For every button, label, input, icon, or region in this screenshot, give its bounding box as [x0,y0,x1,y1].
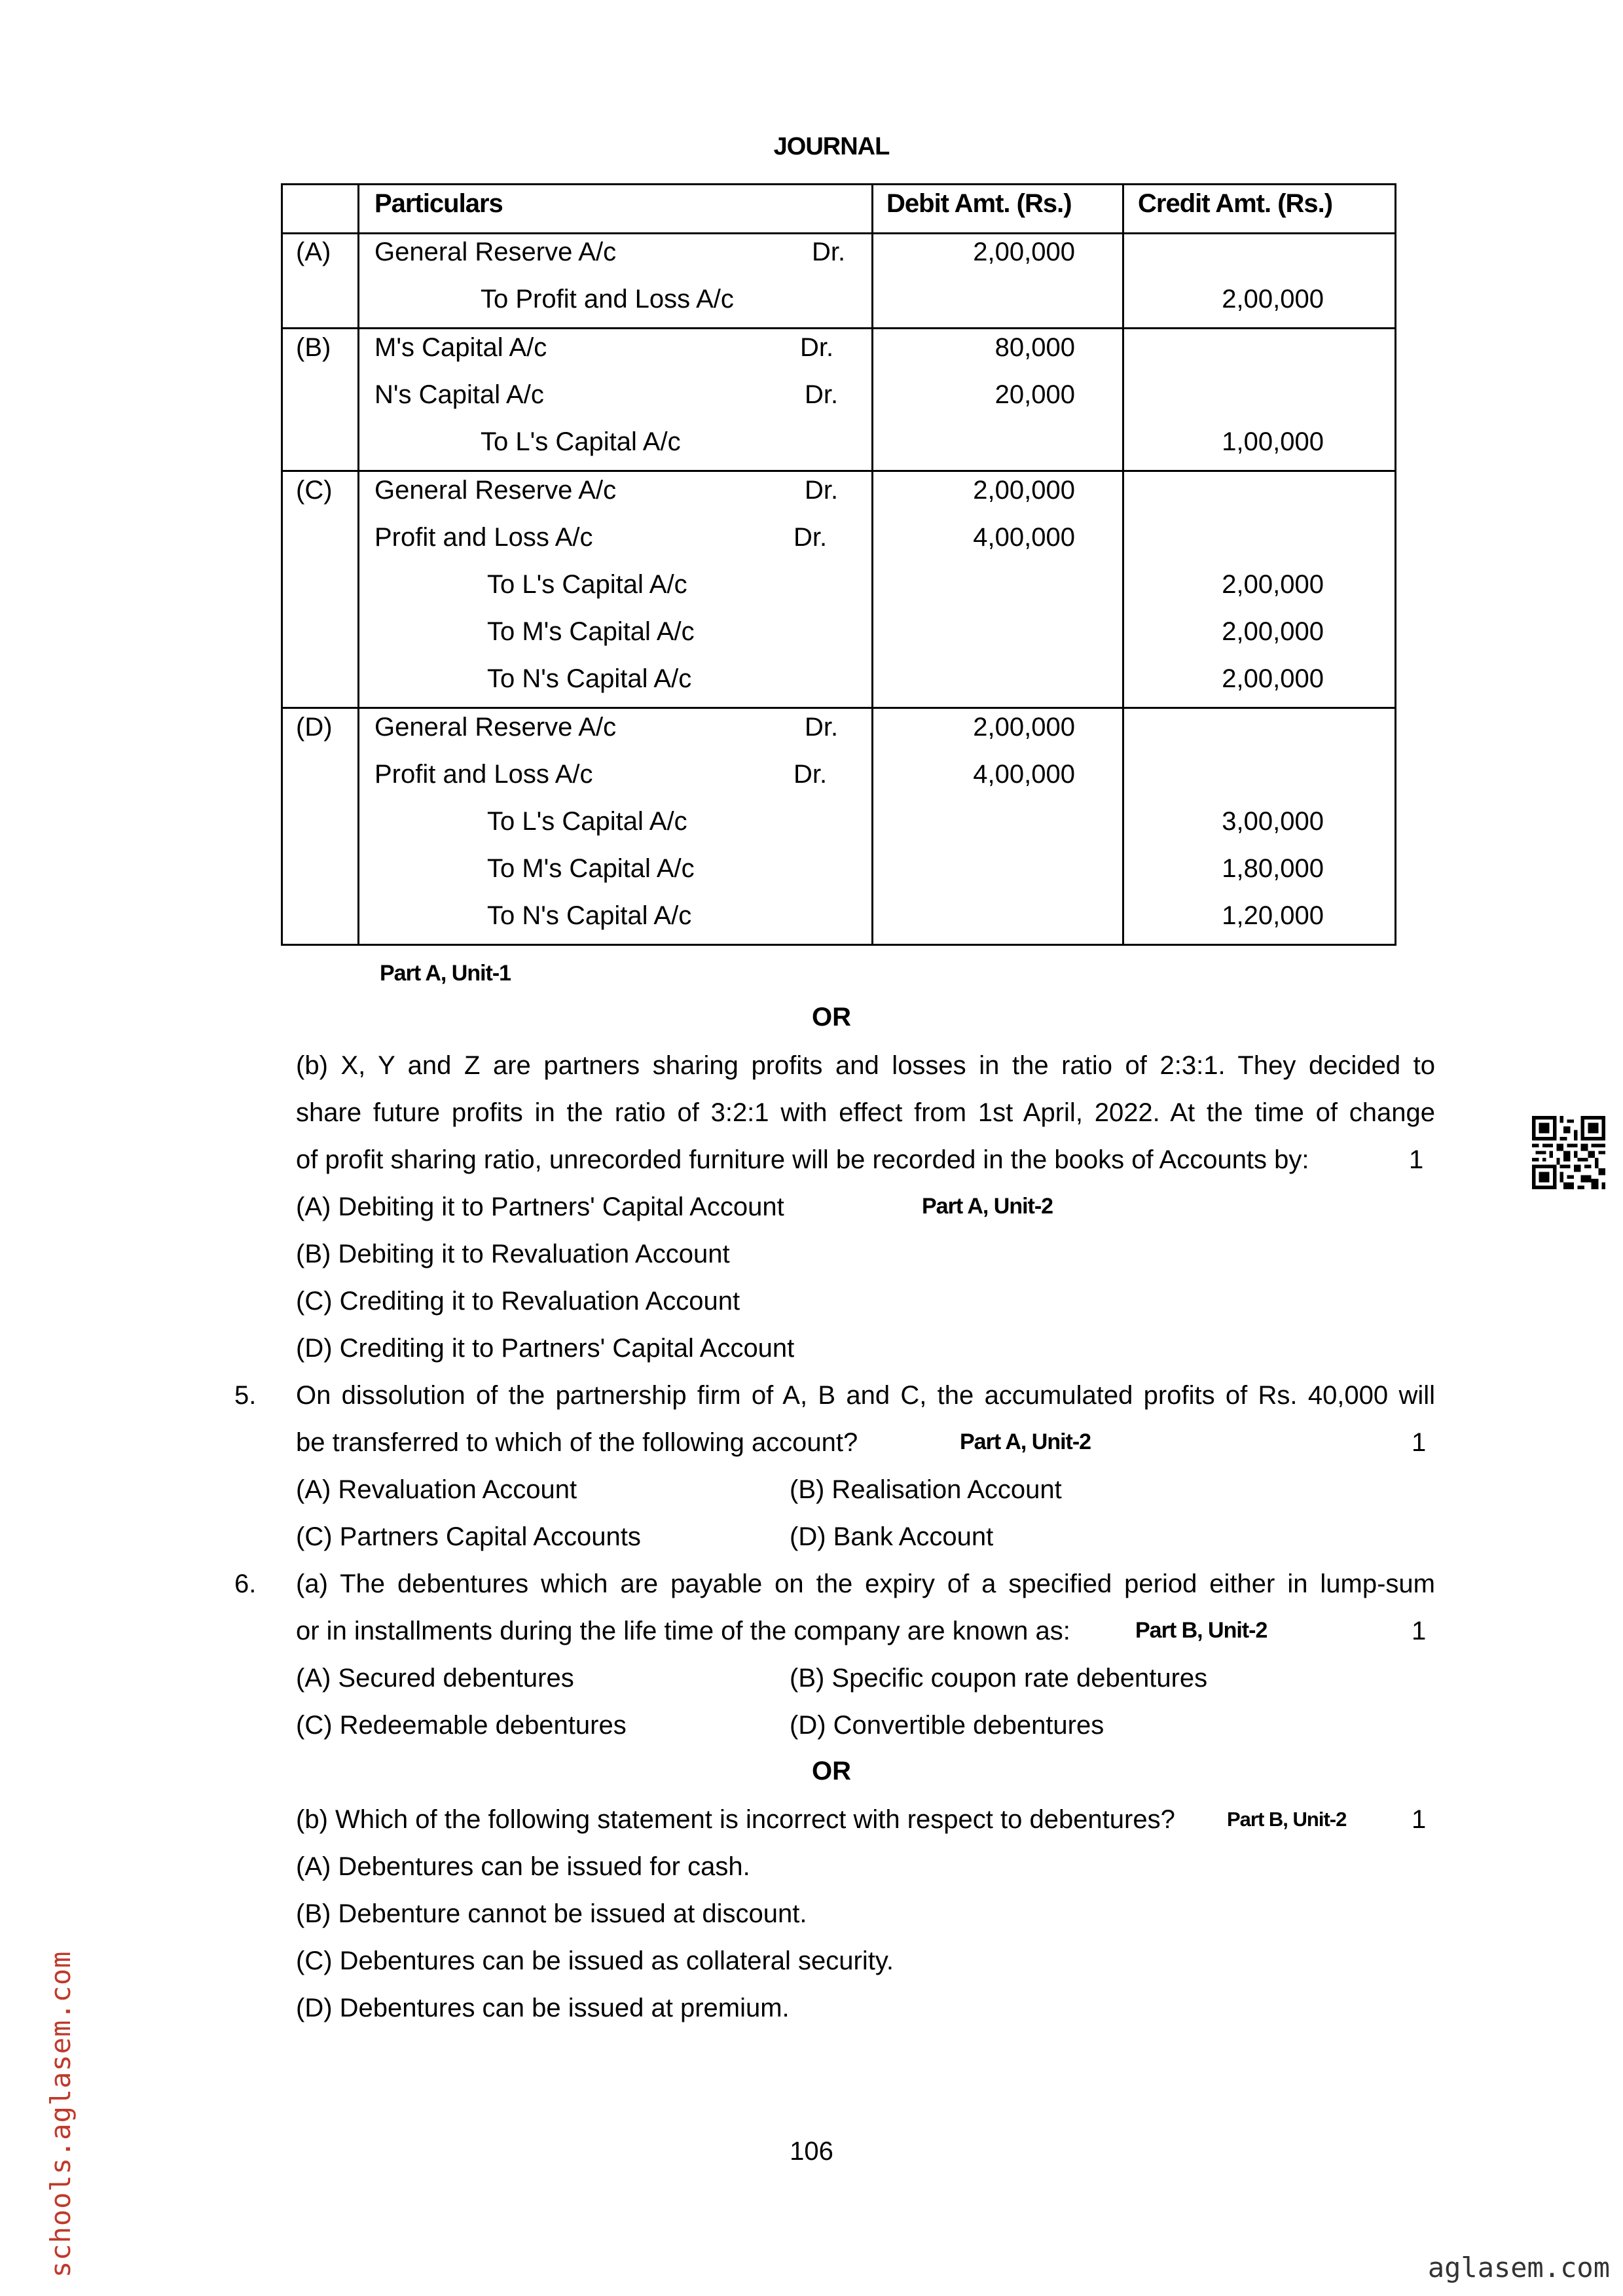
entry-line-debit: 4,00,000 [973,760,1075,789]
header-particulars: Particulars [374,189,503,218]
question-text: On dissolution of the partnership firm of A, B and C, the accumulated profits of Rs. 40,000 will [296,1381,1435,1410]
entry-line-text: To L's Capital A/c [481,427,681,456]
question-text: (b) X, Y and Z are partners sharing profits and losses in the ratio of 2:3:1. They decided to [296,1051,1435,1080]
entry-label: (D) [296,713,333,742]
entry-line-text: To L's Capital A/c [487,807,687,836]
option: (B) Debenture cannot be issued at discount. [296,1899,807,1928]
header-debit: Debit Amt. (Rs.) [886,189,1072,218]
entry-line-dr: Dr. [812,238,846,266]
entry-line-debit: 20,000 [994,380,1075,409]
entry-line-text: N's Capital A/c [374,380,544,409]
entry-line-dr: Dr. [805,380,839,409]
question-marks: 1 [1412,1428,1427,1457]
entry-line-credit: 1,00,000 [1222,427,1324,456]
entry-line-dr: Dr. [793,760,828,789]
or-separator: OR [812,1757,851,1785]
entry-line-debit: 2,00,000 [973,476,1075,505]
entry-line-text: To M's Capital A/c [487,854,695,883]
unit-tag: Part B, Unit-2 [1227,1808,1347,1831]
entry-line-debit: 2,00,000 [973,238,1075,266]
question-text: of profit sharing ratio, unrecorded furniture will be recorded in the books of Accounts by: [296,1145,1309,1174]
header-credit: Credit Amt. (Rs.) [1138,189,1333,218]
option: (D) Crediting it to Partners' Capital Account [296,1334,795,1363]
question-marks: 1 [1409,1145,1424,1174]
option: (D) Convertible debentures [790,1711,1104,1740]
entry-line-dr: Dr. [805,713,839,742]
row-divider [283,232,1395,234]
question-text: (b) Which of the following statement is incorrect with respect to debentures? [296,1805,1175,1834]
column-divider [1122,185,1124,944]
option: (A) Secured debentures [296,1664,574,1693]
option: (D) Debentures can be issued at premium. [296,1994,790,2022]
row-divider [283,327,1395,329]
entry-line-text: M's Capital A/c [374,333,547,362]
question-text: or in installments during the life time of the company are known as: [296,1617,1070,1645]
entry-line-text: To N's Capital A/c [487,901,692,930]
or-separator: OR [812,1003,851,1031]
column-divider [871,185,873,944]
entry-line-text: Profit and Loss A/c [374,760,593,789]
option: (C) Crediting it to Revaluation Account [296,1287,740,1316]
entry-line-debit: 80,000 [994,333,1075,362]
question-marks: 1 [1412,1617,1427,1645]
qr-code-icon [1532,1116,1605,1189]
option: (B) Realisation Account [790,1475,1062,1504]
entry-line-credit: 2,00,000 [1222,570,1324,599]
row-divider [283,470,1395,472]
entry-line-text: General Reserve A/c [374,476,617,505]
option: (C) Debentures can be issued as collateral security. [296,1946,894,1975]
entry-line-text: General Reserve A/c [374,713,617,742]
question-text: share future profits in the ratio of 3:2:1 with effect from 1st April, 2022. At the time of change [296,1098,1435,1127]
entry-line-dr: Dr. [805,476,839,505]
unit-tag: Part A, Unit-2 [960,1429,1091,1454]
entry-line-text: Profit and Loss A/c [374,523,593,552]
page-number: 106 [790,2137,833,2166]
entry-label: (B) [296,333,331,362]
entry-line-credit: 3,00,000 [1222,807,1324,836]
watermark-left: schools.aglasem.com [45,1950,77,2278]
entry-line-text: To N's Capital A/c [487,664,692,693]
entry-line-credit: 2,00,000 [1222,285,1324,314]
question-number: 5. [234,1381,257,1410]
row-divider [283,707,1395,709]
entry-line-dr: Dr. [793,523,828,552]
question-text: be transferred to which of the following account? [296,1428,858,1457]
entry-line-credit: 2,00,000 [1222,664,1324,693]
option: (C) Redeemable debentures [296,1711,627,1740]
entry-line-text: General Reserve A/c [374,238,617,266]
entry-line-credit: 2,00,000 [1222,617,1324,646]
question-marks: 1 [1412,1805,1427,1834]
option: (C) Partners Capital Accounts [296,1522,641,1551]
option: (A) Revaluation Account [296,1475,577,1504]
question-number: 6. [234,1570,257,1598]
question-text: (a) The debentures which are payable on the expiry of a specified period either in lump-sum [296,1570,1435,1598]
entry-line-debit: 4,00,000 [973,523,1075,552]
journal-title: JOURNAL [773,133,890,160]
unit-tag: Part A, Unit-2 [922,1194,1053,1219]
option: (D) Bank Account [790,1522,994,1551]
entry-line-credit: 1,20,000 [1222,901,1324,930]
entry-line-dr: Dr. [800,333,834,362]
option: (A) Debentures can be issued for cash. [296,1852,750,1881]
option: (B) Debiting it to Revaluation Account [296,1240,730,1268]
entry-line-debit: 2,00,000 [973,713,1075,742]
option: (A) Debiting it to Partners' Capital Account [296,1193,784,1221]
entry-label: (A) [296,238,331,266]
unit-tag: Part B, Unit-2 [1135,1618,1267,1643]
entry-line-text: To Profit and Loss A/c [481,285,734,314]
unit-tag: Part A, Unit-1 [380,961,511,986]
entry-line-text: To L's Capital A/c [487,570,687,599]
option: (B) Specific coupon rate debentures [790,1664,1208,1693]
watermark-right: aglasem.com [1427,2251,1610,2284]
entry-line-credit: 1,80,000 [1222,854,1324,883]
entry-line-text: To M's Capital A/c [487,617,695,646]
journal-table [281,183,1396,946]
column-divider [357,185,359,944]
entry-label: (C) [296,476,333,505]
